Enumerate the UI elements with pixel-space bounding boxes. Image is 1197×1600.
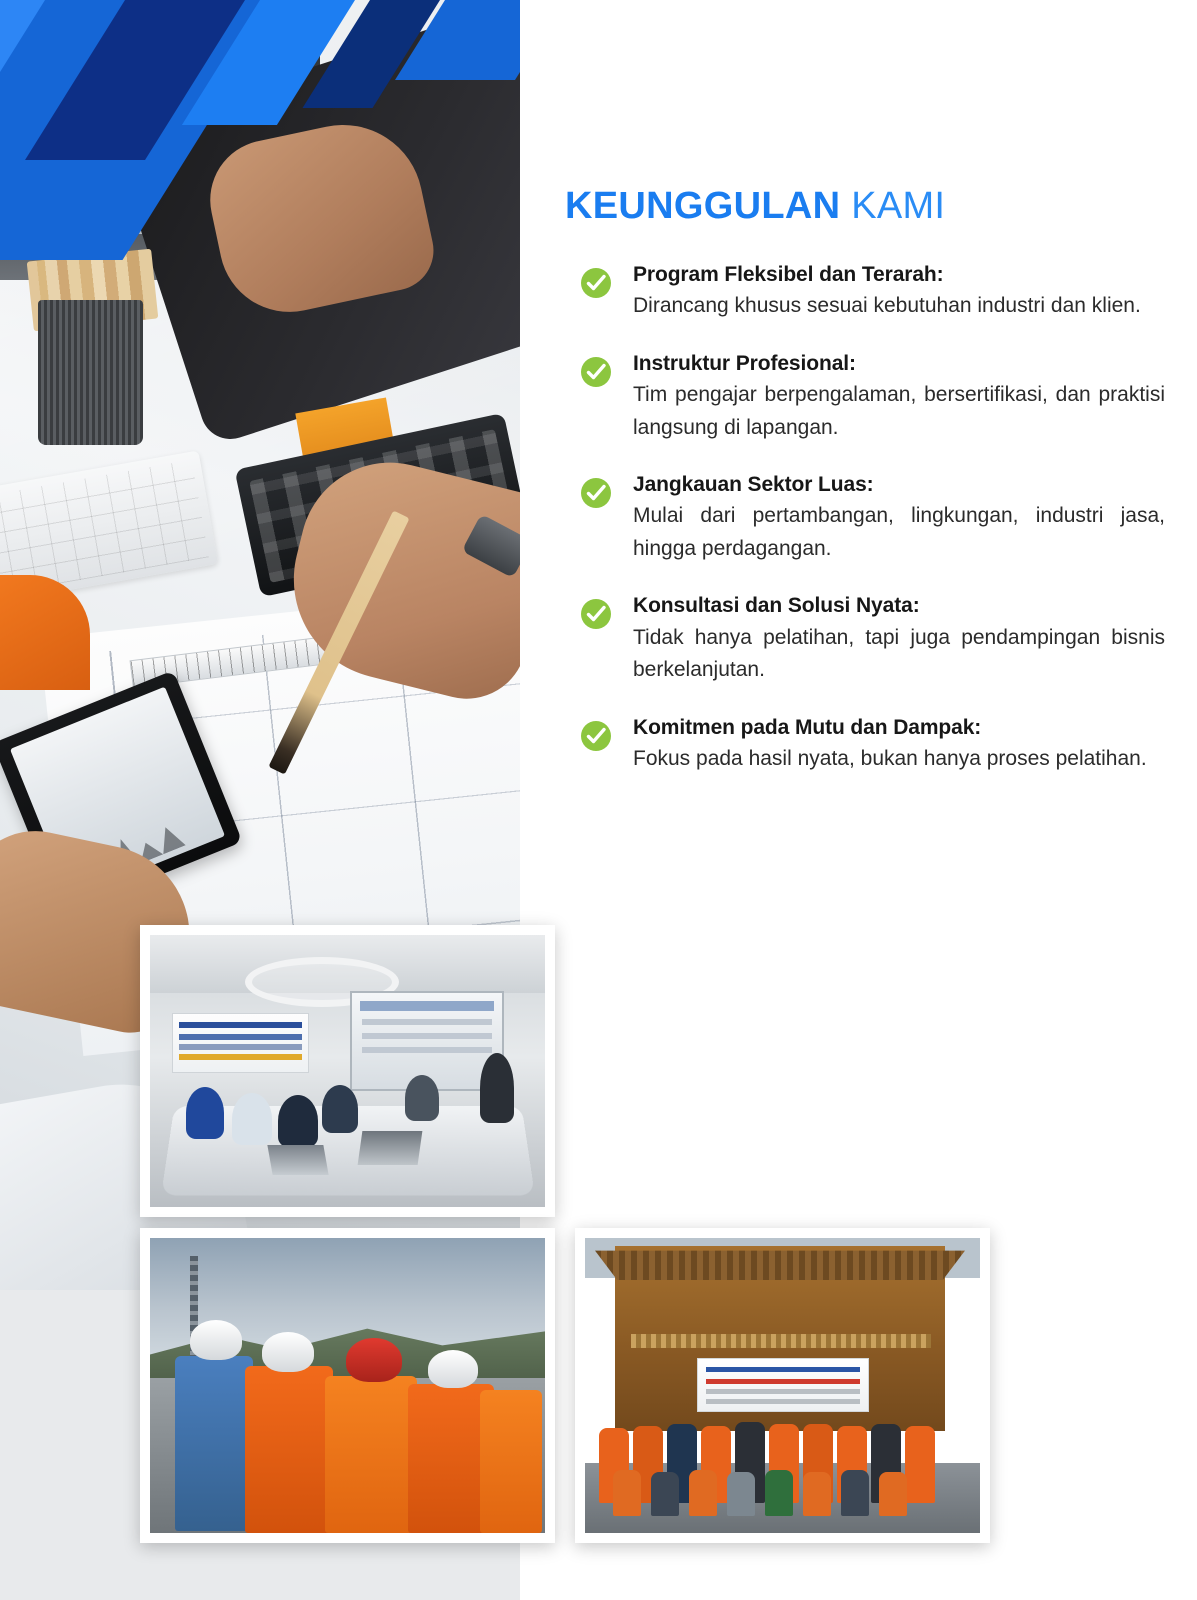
site-photo-card — [140, 1228, 555, 1543]
participant-shape — [405, 1075, 439, 1121]
red-helmet-icon — [346, 1338, 402, 1382]
site-photo — [150, 1238, 545, 1533]
list-item — [565, 715, 1165, 776]
page-title-light: KAMI — [851, 185, 946, 227]
check-circle-icon — [579, 719, 613, 753]
person-shape — [651, 1472, 679, 1516]
list-item — [565, 262, 1165, 323]
group-photo-card — [575, 1228, 990, 1543]
check-circle-icon — [579, 476, 613, 510]
person-shape — [841, 1470, 869, 1516]
presenter-shape — [480, 1053, 514, 1123]
check-circle-icon — [579, 266, 613, 300]
list-item-body: Mulai dari pertambangan, lingkungan, industri jasa, hingga perdagangan. — [633, 504, 1165, 560]
participant-shape — [322, 1085, 358, 1133]
white-helmet-icon — [262, 1332, 314, 1372]
list-item — [565, 472, 1165, 565]
list-item-title: Program Fleksibel dan Terarah: — [633, 263, 944, 286]
advantages-list — [565, 262, 1165, 804]
meeting-photo — [150, 935, 545, 1207]
page-title-bold: KEUNGGULAN — [565, 185, 841, 227]
white-helmet-icon — [428, 1350, 478, 1388]
worker-shape — [325, 1376, 417, 1533]
list-item — [565, 593, 1165, 686]
worker-shape — [175, 1356, 253, 1531]
check-circle-icon — [579, 597, 613, 631]
person-shape — [905, 1426, 935, 1503]
person-shape — [879, 1472, 907, 1516]
worker-shape — [245, 1366, 333, 1533]
meeting-photo-card — [140, 925, 555, 1217]
list-item-title: Jangkauan Sektor Luas: — [633, 473, 874, 497]
group-photo — [585, 1238, 980, 1533]
list-item-title: Instruktur Profesional: — [633, 351, 856, 375]
event-banner-shape — [172, 1013, 309, 1073]
worker-shape — [480, 1390, 542, 1533]
person-shape — [689, 1470, 717, 1516]
participant-shape — [278, 1095, 318, 1147]
laptop-shape — [267, 1145, 328, 1175]
pencil-cup-shape — [38, 300, 143, 445]
person-shape — [727, 1472, 755, 1516]
list-item — [565, 351, 1165, 444]
person-shape — [803, 1472, 831, 1516]
white-helmet-icon — [190, 1320, 242, 1360]
check-circle-icon — [579, 355, 613, 389]
laptop-shape — [358, 1131, 423, 1165]
person-shape — [765, 1470, 793, 1516]
person-shape — [613, 1470, 641, 1516]
participant-shape — [232, 1093, 272, 1145]
list-item-body: Tim pengajar berpengalaman, bersertifikasi, dan praktisi langsung di lapangan. — [633, 383, 1165, 439]
list-item-body: Dirancang khusus sesuai kebutuhan industri dan klien. — [633, 294, 1141, 318]
list-item-body: Tidak hanya pelatihan, tapi juga pendampingan bisnis berkelanjutan. — [633, 625, 1165, 682]
list-item-title: Komitmen pada Mutu dan Dampak: — [633, 715, 982, 739]
page-title — [565, 185, 945, 228]
balcony-railing-shape — [631, 1334, 931, 1348]
list-item-title: Konsultasi dan Solusi Nyata: — [633, 594, 920, 618]
participant-shape — [186, 1087, 224, 1139]
list-item-body: Fokus pada hasil nyata, bukan hanya proses pelatihan. — [633, 747, 1147, 771]
event-banner-shape — [697, 1358, 869, 1412]
orange-object-shape — [0, 575, 90, 690]
